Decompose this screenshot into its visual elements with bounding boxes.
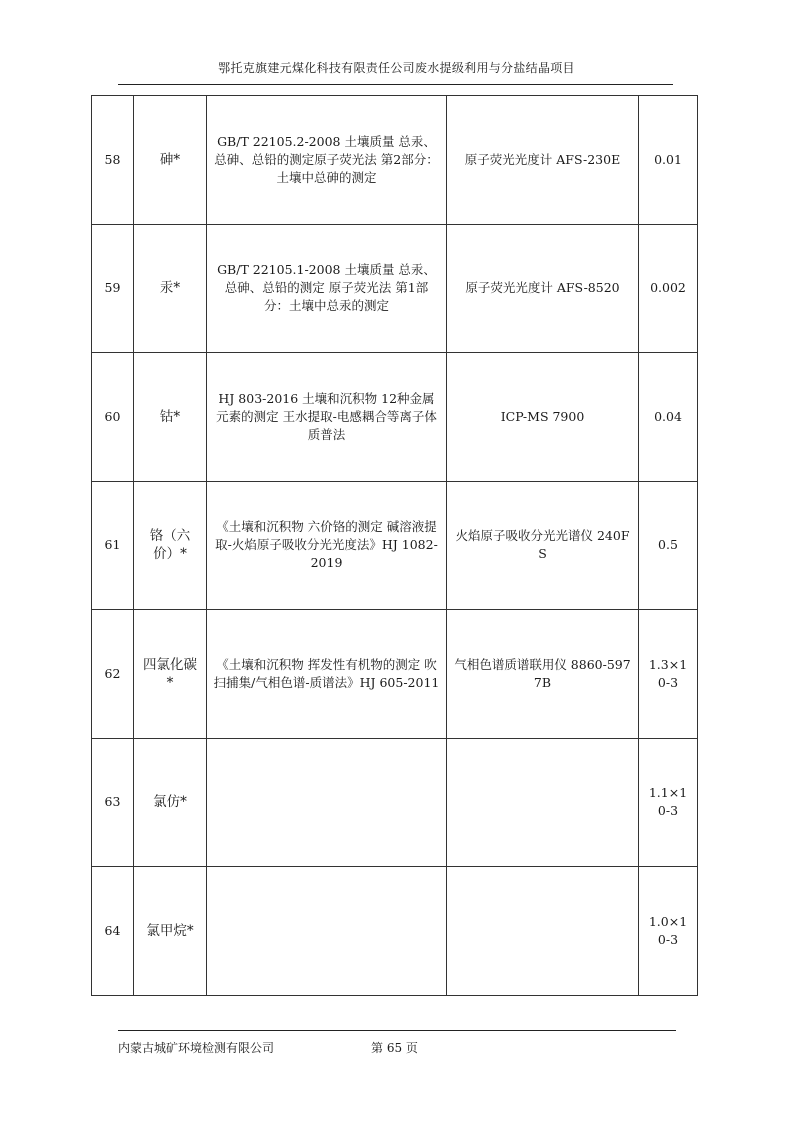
detection-limit: 0.002 [639,224,698,353]
row-number: 64 [92,867,134,996]
table-row [92,867,698,996]
instrument [447,738,639,867]
instrument: ICP-MS 7900 [447,353,639,482]
page-header-title: 鄂托克旗建元煤化科技有限责任公司废水提级利用与分盐结晶项目 [218,61,575,75]
detection-limit: 0.5 [639,481,698,610]
footer-company: 内蒙古城矿环境检测有限公司 [118,1041,275,1055]
test-method [207,867,447,996]
page-number: 第 65 页 [371,1041,418,1055]
detection-limit: 0.01 [639,96,698,225]
table-row [92,610,698,739]
analyte-name: 砷* [134,96,207,225]
instrument: 火焰原子吸收分光光谱仪 240FS [447,481,639,610]
header-divider [118,84,673,85]
instrument: 原子荧光光度计 AFS-230E [447,96,639,225]
instrument [447,867,639,996]
instrument: 原子荧光光度计 AFS-8520 [447,224,639,353]
row-number: 60 [92,353,134,482]
analyte-name: 钴* [134,353,207,482]
test-method [207,738,447,867]
analyte-name: 四氯化碳* [134,610,207,739]
test-method: GB/T 22105.1-2008 土壤质量 总汞、总砷、总铅的测定 原子荧光法 第1部分：土壤中总汞的测定 [207,224,447,353]
table-row [92,96,698,225]
row-number: 62 [92,610,134,739]
analyte-name: 汞* [134,224,207,353]
row-number: 59 [92,224,134,353]
footer-divider [118,1030,676,1031]
table-row [92,738,698,867]
test-method: GB/T 22105.2-2008 土壤质量 总汞、总砷、总铅的测定原子荧光法 第2部分：土壤中总砷的测定 [207,96,447,225]
analyte-name: 氯仿* [134,738,207,867]
row-number: 58 [92,96,134,225]
table-row [92,353,698,482]
test-method: HJ 803-2016 土壤和沉积物 12种金属元素的测定 王水提取-电感耦合等离子体质普法 [207,353,447,482]
row-number: 61 [92,481,134,610]
detection-limit: 0.04 [639,353,698,482]
detection-limit: 1.0×10-3 [639,867,698,996]
method-table [91,95,698,996]
test-method: 《土壤和沉积物 挥发性有机物的测定 吹扫捕集/气相色谱-质谱法》HJ 605-2011 [207,610,447,739]
analyte-name: 铬（六价）* [134,481,207,610]
detection-limit: 1.1×10-3 [639,738,698,867]
row-number: 63 [92,738,134,867]
table-row [92,224,698,353]
test-method: 《土壤和沉积物 六价铬的测定 碱溶液提取-火焰原子吸收分光光度法》HJ 1082-2019 [207,481,447,610]
table-row [92,481,698,610]
analyte-name: 氯甲烷* [134,867,207,996]
detection-limit: 1.3×10-3 [639,610,698,739]
instrument: 气相色谱质谱联用仪 8860-5977B [447,610,639,739]
